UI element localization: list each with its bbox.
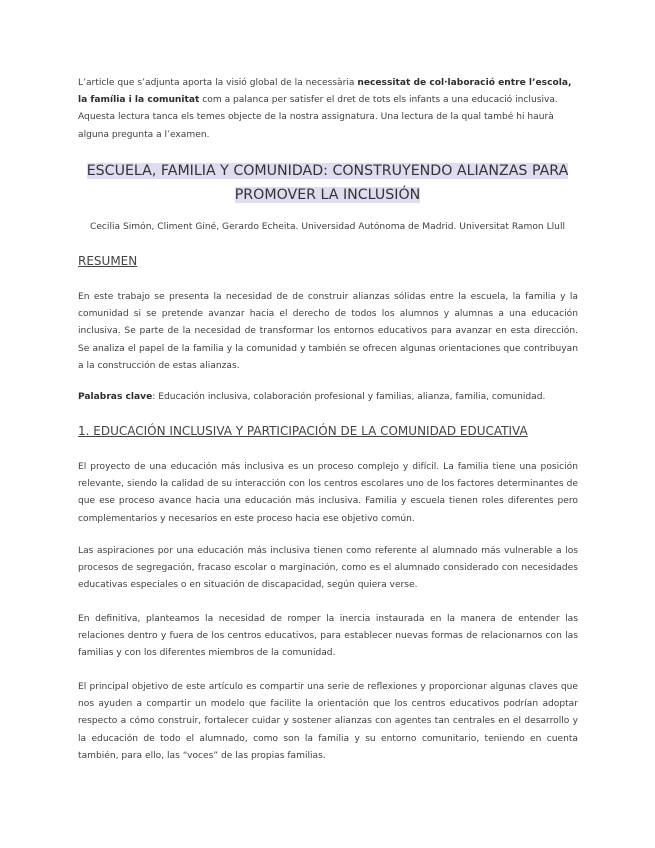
keywords-text: : Educación inclusiva, colaboración profesional y familias, alianza, familia, comunidad. <box>152 392 546 402</box>
authors-line: Cecilia Simón, Climent Giné, Gerardo Echeita. Universidad Autónoma de Madrid. Universitat Ramon Llull <box>89 222 565 232</box>
keywords-label: Palabras clave <box>78 392 153 402</box>
intro-paragraph <box>78 75 578 144</box>
title-text: ESCUELA, FAMILIA Y COMUNIDAD: CONSTRUYENDO ALIANZAS PARA PROMOVER LA INCLUSIÓN <box>86 163 569 203</box>
section1-paragraph-1: El proyecto de una educación más inclusiva es un proceso complejo y difícil. La familia tiene una posición relevante, siendo la calidad de su interacción con los centros escolares uno de los factores determinantes de que ese proceso avance hacia una educación más inclusiva. Familia y escuela tienen roles diferentes pero complementarios y necesarios en este proceso hacia ese objetivo común. <box>78 462 578 524</box>
resumen-heading: RESUMEN <box>78 254 138 268</box>
intro-text-end: com a palanca per satisfer el dret de tots els infants a una educació inclusiva. Aquesta lectura tanca els temes objecte de la nostra assignatura. Una lectura de la qual també hi haurà alguna pregunta a l’examen. <box>78 95 558 140</box>
section1-paragraph-4: El principal objetivo de este artículo es compartir una serie de reflexiones y proporcionar algunas claves que nos ayuden a compartir un modelo que facilite la orientación que los centros educativos podrían adoptar respecto a cómo construir, fortalecer cuidar y sostener alianzas con agentes tan centrales en el desarrollo y la educación de todo el alumnado, como son la familia y su entorno comunitario, teniendo en cuenta también, para ello, las “voces” de las propias familias. <box>78 682 578 761</box>
intro-bold-phrase: necessitat de col·laboració entre l’escola, la família i la comunitat <box>78 78 572 106</box>
resumen-paragraph: En este trabajo se presenta la necesidad de de construir alianzas sólidas entre la escuela, la familia y la comunidad si se pretende avanzar hacia el derecho de todos los alumnos y alumnas a una educación inclusiva. Se parte de la necesidad de transformar los entornos educativos para avanzar en esta dirección. Se analiza el papel de la familia y la comunidad y también se ofrecen algunas orientaciones que contribuyan a la construcción de estas alianzas. <box>78 292 578 371</box>
section1-paragraph-3: En definitiva, planteamos la necesidad de romper la inercia instaurada en la manera de entender las relaciones dentro y fuera de los centros educativos, para establecer nuevas formas de relacionarnos con las familias y con los diferentes miembros de la comunidad. <box>78 614 578 659</box>
document-title <box>60 160 595 207</box>
keywords-line <box>78 389 578 406</box>
section1-heading: 1. EDUCACIÓN INCLUSIVA Y PARTICIPACIÓN DE LA COMUNIDAD EDUCATIVA <box>78 424 528 438</box>
intro-text-start: L’article que s’adjunta aporta la visió global de la necessària <box>78 78 358 88</box>
section1-paragraph-2: Las aspiraciones por una educación más inclusiva tienen como referente al alumnado más vulnerable a los procesos de segregación, fracaso escolar o marginación, como es el alumnado considerado con necesidades educativas especiales o en situación de discapacidad, según quiera verse. <box>78 546 578 591</box>
